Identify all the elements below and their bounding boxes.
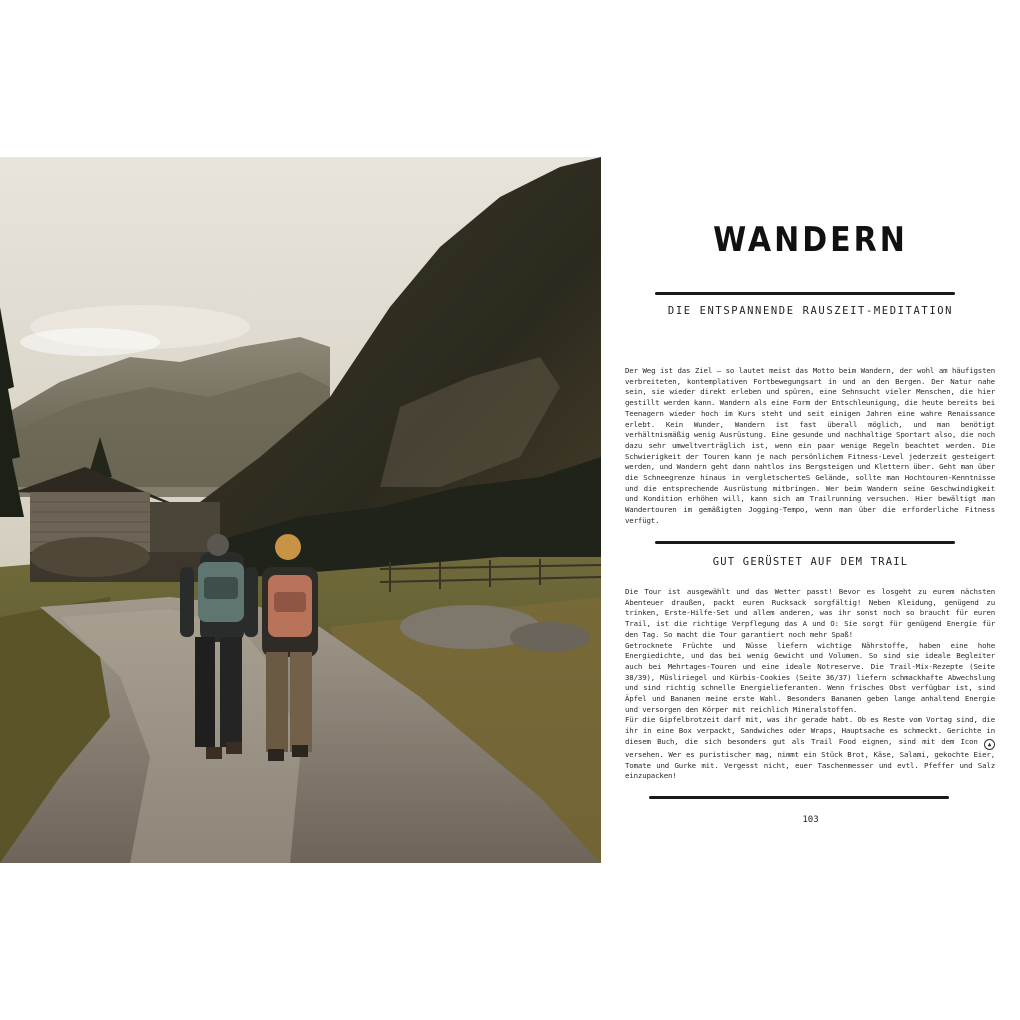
page-number: 103 bbox=[802, 815, 819, 825]
hiker-right bbox=[262, 534, 318, 761]
trail-food-icon: ▲ bbox=[984, 739, 995, 750]
bottom-rule bbox=[649, 796, 949, 799]
book-spread bbox=[0, 157, 1020, 863]
page-subtitle: DIE ENTSPANNENDE RAUSZEIT-MEDITATION bbox=[667, 305, 954, 317]
hikers-photo bbox=[0, 157, 601, 863]
text-page bbox=[601, 157, 1020, 863]
title-rule bbox=[655, 292, 955, 295]
page-title: WANDERN bbox=[713, 220, 908, 261]
section-paragraph-1: Die Tour ist ausgewählt und das Wetter passt! Bevor es losgeht zu eurem nächsten Abenteuer draußen, packt euren Rucksack sorgfältig! Neben Kleidung, genügend zu trinken, Erste-Hilfe-Set und allem anderen, was ihr sonst noch so braucht für euren Trail, ist die richtige Verpflegung das A und O: Sie sorgt für genügend Energie für den Tag. So macht die Tour garantiert noch mehr Spaß! bbox=[625, 587, 995, 639]
mountain-trail-image bbox=[0, 157, 601, 863]
intro-paragraph: Der Weg ist das Ziel – so lautet meist das Motto beim Wandern, der wohl am häufigsten verbreiteten, kontemplativen Fortbewegungsart in und an den Bergen. Der Natur nahe sein, sie wieder direkt erleben und spüren, eine Sehnsucht vieler Menschen, die hier gestillt werden kann. Wandern als eine Form der Entschleunigung, die heute bereits bei Teenagern wieder hoch im Kurs steht und seit einigen Jahren eine wahre Renaissance erlebt. Kein Wunder, Wandern ist fast überall möglich, und man benötigt verhältnismäßig wenig Ausrüstung. Eine gesunde und nachhaltige Sportart also, die noch dazu sehr umweltverträglich ist, wenn ein paar wenige Regeln beachtet werden. Die Schwierigkeit der Touren kann je nach persönlichem Fitness-Level jederzeit gesteigert werden, und Wandern geht dann nahtlos ins Bergsteigen und Klettern über. Geht man über die Schneegrenze hinaus in vergletscherteS Gelände, sollte man Hochtouren-Kenntnisse und die entsprechende Ausrüstung mitbringen. Wer beim Wandern seine Geschwindigkeit und Kondition erhöhen will, kann sich am Trailrunning versuchen. Hier bewältigt man Wandertouren im gemäßigten Jogging-Tempo, wenn man über die erforderliche Fitness verfügt. bbox=[625, 366, 995, 525]
section-paragraph-2: Getrocknete Früchte und Nüsse liefern wichtige Nährstoffe, haben eine hohe Energiedichte, und das bei wenig Gewicht und Volumen. So sind sie ideale Begleiter auch bei Mehrtages-Touren und eine ideale Notreserve. Die Trail-Mix-Rezepte (Seite 38/39), Müsliriegel und Kürbis-Cookies (Seite 36/37) liefern schmackhafte Abwechslung und sind richtig schnelle Energielieferanten. Wenn frisches Obst verfügbar ist, sind Äpfel und Bananen meine erste Wahl. Besonders Bananen geben lange anhaltend Energie und versorgen den Körper mit reichlich Mineralstoffen. bbox=[625, 640, 995, 714]
section-heading: GUT GERÜSTET AUF DEM TRAIL bbox=[712, 556, 909, 568]
section-text bbox=[625, 587, 995, 782]
section-rule bbox=[655, 541, 955, 544]
section-paragraph-3: Für die Gipfelbrotzeit darf mit, was ihr gerade habt. Ob es Reste vom Vortag sind, die ihr in eine Box verpackt, Sandwiches oder Wraps, Hauptsache es schmeckt. Gerichte in diesem Buch, die sich besonders gut als Trail Food eignen, sind mit dem Icon ▲ versehen. Wer es puristischer mag, nimmt ein Stück Brot, Käse, Salami, gekochte Eier, Tomate und Gurke mit. Vergesst nicht, euer Taschenmesser und evtl. Pfeffer und Salz einzupacken! bbox=[625, 715, 995, 781]
intro-text bbox=[625, 366, 995, 527]
